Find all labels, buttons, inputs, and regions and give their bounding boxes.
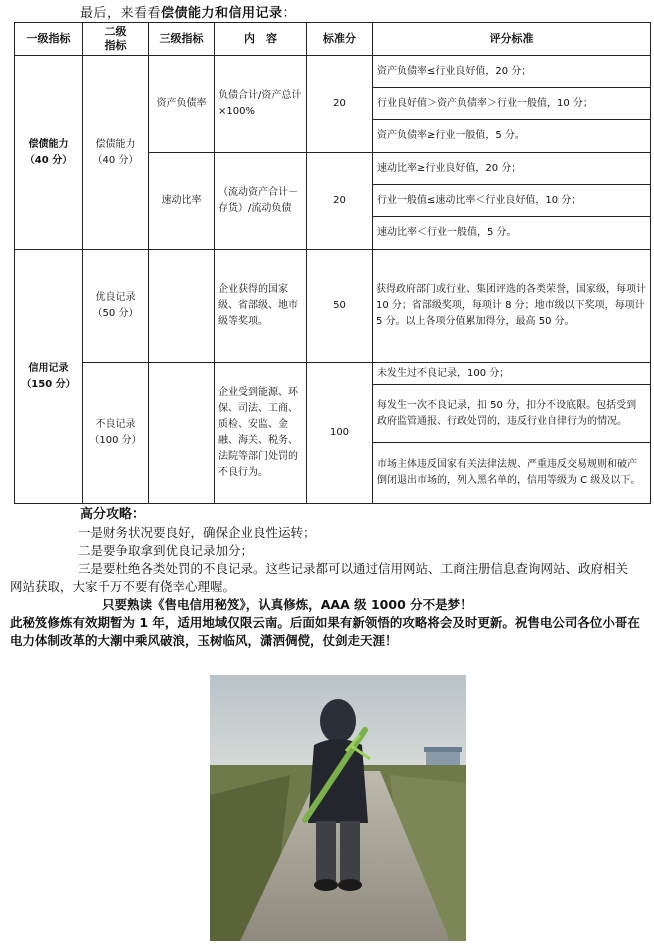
tip-item: 二是要争取拿到优良记录加分； <box>78 543 254 558</box>
table-header-row <box>15 23 651 56</box>
distant-roof <box>424 747 462 752</box>
criteria-item: 资产负债率≥行业一般值，5 分。 <box>377 130 525 141</box>
tip-item: 一是财务状况要良好，确保企业良性运转； <box>78 525 316 540</box>
intro-suffix: ： <box>282 6 297 21</box>
quick-ratio-content: （流动资产合计－存货）/流动负债 <box>215 153 307 250</box>
tips-highlight: 只要熟读《售电信用秘笈》，认真修炼，AAA 级 1000 分不是梦！ <box>102 597 473 612</box>
debt-ratio-score: 20 <box>307 56 373 153</box>
header-level3: 三级指标 <box>149 23 215 56</box>
hood-shape <box>320 699 356 743</box>
good-record-content: 企业获得的国家级、省部级、地市级等奖项。 <box>215 250 307 363</box>
header-score: 标准分 <box>307 23 373 56</box>
good-record-criteria: 获得政府部门或行业、集团评选的各类荣誉，国家级，每项计 10 分；省部级奖项，每项计 8 分；地市级以下奖项，每项计 5 分。以上各项分值累加得分，最高 50 分。 <box>373 250 651 363</box>
criteria-item: 速动比率＜行业一般值，5 分。 <box>377 227 517 238</box>
bad-record-level3 <box>149 363 215 504</box>
good-record-level3 <box>149 250 215 363</box>
header-level1: 一级指标 <box>15 23 83 56</box>
criteria-item: 市场主体违反国家有关法律法规、严重违反交易规则和破产倒闭退出市场的，列入黑名单的，信用等级为 C 级及以下。 <box>377 459 641 486</box>
right-shoe-shape <box>338 879 362 891</box>
intro-bold: 偿债能力和信用记录 <box>161 6 283 21</box>
bad-record-content: 企业受到能源、环保、司法、工商、质检、安监、金融、海关、税务、法院等部门处罚的不良行为。 <box>215 363 307 504</box>
bad-record-criteria <box>373 363 651 504</box>
criteria-item: 行业一般值≤速动比率＜行业良好值，10 分； <box>373 185 650 217</box>
left-leg-shape <box>316 821 336 881</box>
tips-title: 高分攻略： <box>80 507 146 522</box>
criteria-item: 未发生过不良记录，100 分； <box>373 363 650 385</box>
solvency-level1: 偿债能力 （40 分） <box>15 56 83 250</box>
debt-ratio-name: 资产负债率 <box>149 56 215 153</box>
tips-section <box>10 506 640 650</box>
criteria-item: 每发生一次不良记录，扣 50 分，扣分不设底限。包括受到政府监管通报、行政处罚的，违反行业自律行为的情况。 <box>373 385 650 443</box>
quick-ratio-criteria <box>373 153 651 250</box>
criteria-item: 资产负债率≤行业良好值，20 分； <box>373 56 650 88</box>
distant-building <box>426 751 460 765</box>
quick-ratio-name: 速动比率 <box>149 153 215 250</box>
scoring-table <box>14 22 651 504</box>
tip-item: 三是要杜绝各类处罚的不良记录。这些记录都可以通过信用网站、工商注册信息查询网站、政府相关网站获取，大家千万不要有侥幸心理喔。 <box>10 561 629 594</box>
quick-ratio-score: 20 <box>307 153 373 250</box>
good-record-score: 50 <box>307 250 373 363</box>
tips-closing: 此秘笈修炼有效期暂为 1 年，适用地域仅限云南。后面如果有新领悟的攻略将会及时更新。祝售电公司各位小哥在电力体制改革的大潮中乘风破浪，玉树临风，潇洒倜傥，仗剑走天涯！ <box>10 615 640 648</box>
header-level2: 二级 指标 <box>83 23 149 56</box>
intro-prefix: 最后，来看看 <box>80 6 162 21</box>
criteria-item: 行业良好值＞资产负债率＞行业一般值，10 分； <box>373 88 650 120</box>
solvency-level2: 偿债能力 （40 分） <box>83 56 149 250</box>
table-row <box>15 363 651 504</box>
intro-line <box>80 2 296 21</box>
debt-ratio-content: 负债合计/资产总计×100% <box>215 56 307 153</box>
debt-ratio-criteria <box>373 56 651 153</box>
criteria-item: 速动比率≥行业良好值，20 分； <box>373 153 650 185</box>
bad-record-score: 100 <box>307 363 373 504</box>
credit-level1: 信用记录 （150 分） <box>15 250 83 504</box>
good-record-name: 优良记录 （50 分） <box>83 250 149 363</box>
child-on-road-photo <box>210 675 466 941</box>
bad-record-name: 不良记录 （100 分） <box>83 363 149 504</box>
table-row <box>15 250 651 363</box>
header-content: 内 容 <box>215 23 307 56</box>
left-shoe-shape <box>314 879 338 891</box>
right-leg-shape <box>340 821 360 881</box>
table-row <box>15 56 651 153</box>
header-criteria: 评分标准 <box>373 23 651 56</box>
